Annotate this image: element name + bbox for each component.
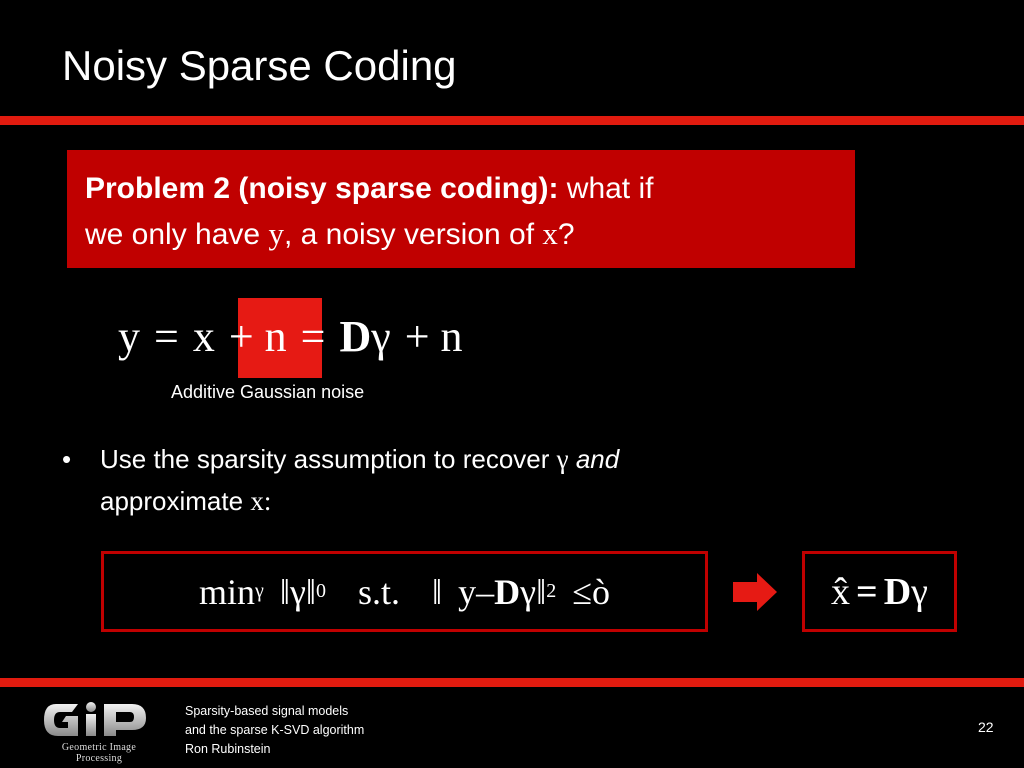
slide-title: Noisy Sparse Coding — [62, 42, 457, 89]
opt-gamma-2: γ — [520, 571, 537, 612]
right-arrow-icon — [733, 573, 777, 611]
opt-norm-open-2: ‖ — [432, 571, 443, 612]
opt-norm-open-1: ‖ — [279, 571, 290, 612]
result-gamma: γ — [911, 570, 928, 613]
bullet-x: x — [250, 486, 264, 516]
page-number: 22 — [978, 719, 994, 735]
problem-heading: Problem 2 (noisy sparse coding): — [85, 172, 559, 205]
result-formula-box — [802, 551, 957, 632]
problem-text-4: ? — [557, 218, 575, 251]
eq-dictionary: D — [339, 312, 372, 361]
opt-sub-2: 2 — [546, 580, 557, 602]
problem-callout — [67, 150, 855, 268]
opt-minus: – — [476, 571, 495, 612]
opt-epsilon: ò — [591, 571, 610, 612]
footer-text — [185, 702, 364, 759]
bullet-colon: : — [263, 486, 272, 516]
problem-text-1: what if — [558, 172, 654, 205]
logo-caption: Geometric Image Processing — [61, 742, 137, 764]
bullet-text-1: Use the sparsity assumption to recover — [100, 444, 557, 474]
eq-y: y — [118, 312, 140, 361]
bullet-text-2: approximate — [100, 486, 251, 516]
footer-line-2: and the sparse K-SVD algorithm — [185, 723, 365, 737]
bottom-divider — [0, 678, 1024, 687]
eq-plus-noise-2: + n — [404, 312, 463, 361]
bullet-and: and — [575, 444, 620, 474]
result-equals: = — [856, 570, 878, 613]
opt-min: min — [199, 571, 256, 612]
opt-min-sub: γ — [255, 580, 264, 602]
eq-x: x — [192, 312, 215, 361]
result-dictionary: D — [883, 570, 912, 613]
opt-gamma-1: γ — [290, 571, 306, 612]
eq-equals-1: = — [154, 312, 179, 361]
opt-dictionary: D — [494, 571, 521, 612]
opt-st: s.t. — [358, 571, 401, 612]
bullet-marker: • — [62, 444, 72, 474]
footer-line-1: Sparsity-based signal models — [185, 704, 349, 718]
gip-logo-icon — [38, 698, 160, 742]
top-divider — [0, 116, 1024, 125]
problem-text-3: , a noisy version of — [283, 218, 543, 251]
gip-logo — [38, 698, 160, 764]
opt-norm-close-2: ‖ — [536, 571, 547, 612]
optimization-formula-box — [101, 551, 708, 632]
opt-y: y — [458, 571, 477, 612]
eq-equals-2: = — [300, 312, 326, 361]
problem-var-y: y — [268, 216, 284, 251]
opt-leq: ≤ — [572, 571, 592, 612]
eq-gamma: γ — [371, 312, 391, 361]
bullet-text — [100, 438, 800, 522]
bullet-gamma: γ — [556, 444, 569, 474]
problem-var-x: x — [542, 216, 558, 251]
opt-norm-close-1: ‖ — [305, 571, 317, 612]
eq-plus-noise: + n — [228, 312, 287, 361]
opt-sub-0: 0 — [316, 580, 327, 602]
problem-text-2: we only have — [85, 218, 269, 251]
result-xhat: x̂ — [831, 570, 851, 613]
noise-caption: Additive Gaussian noise — [171, 382, 365, 402]
footer-line-3: Ron Rubinstein — [185, 742, 271, 756]
signal-model-equation — [118, 310, 463, 364]
